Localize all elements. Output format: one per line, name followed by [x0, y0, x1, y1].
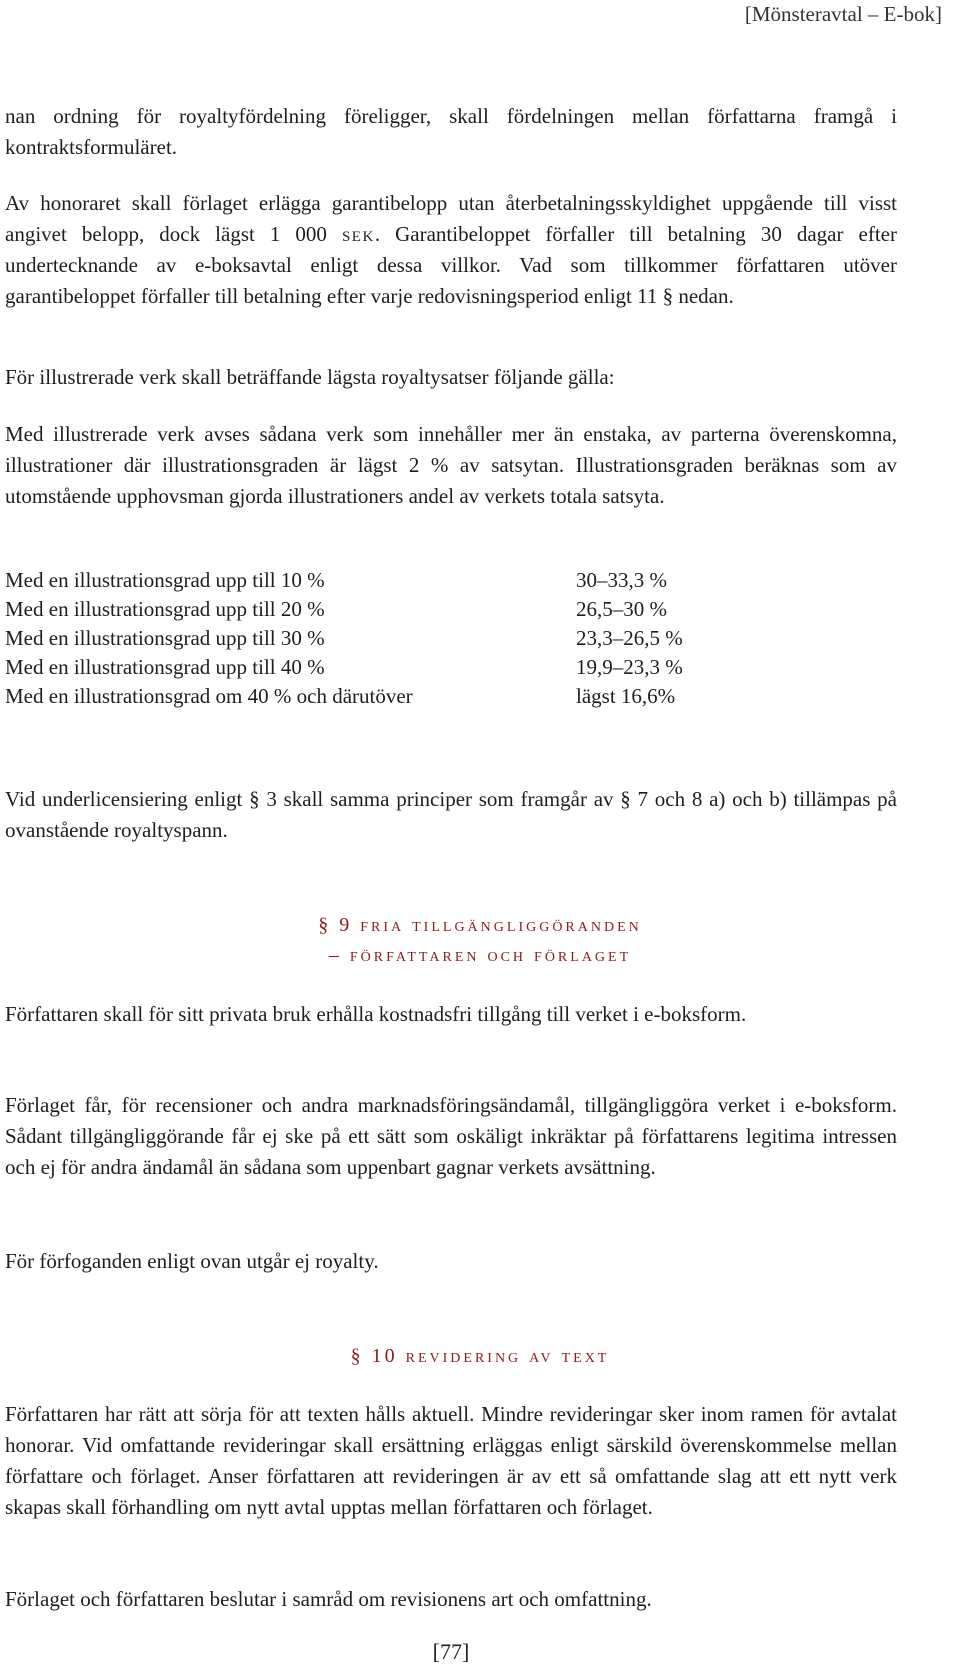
- section-9-paragraph-private-use: Författaren skall för sitt privata bruk erhålla kostnadsfri tillgång till verket i e-boksform.: [5, 1002, 747, 1026]
- section-9-heading-line1: § 9 fria tillgängliggöranden: [318, 914, 642, 936]
- paragraph-illustrated-intro: För illustrerade verk skall beträffande lägsta royaltysatser följande gälla:: [5, 365, 615, 389]
- royalty-rate: 26,5–30 %: [576, 597, 667, 621]
- illustration-condition: Med en illustrationsgrad upp till 40 %: [5, 655, 325, 679]
- section-10-heading: § 10 revidering av text: [350, 1345, 610, 1367]
- guarantee-text-start: Av honoraret skall förlaget erlägga garantibelopp utan återbetalningsskyldighet uppgående till visst angivet belopp, dock lägst 1 000: [5, 191, 897, 246]
- page-number: [77]: [432, 1639, 470, 1664]
- royalty-rate: 19,9–23,3 %: [576, 655, 683, 679]
- royalty-rate: 23,3–26,5 %: [576, 626, 683, 650]
- illustration-condition: Med en illustrationsgrad upp till 10 %: [5, 568, 325, 592]
- currency-unit: sek: [341, 222, 375, 246]
- section-9-paragraph-marketing: Förlaget får, för recensioner och andra marknadsföringsändamål, tillgängliggöra verket i e-boksform. Sådant tillgängliggörande får ej ske på ett sätt som oskäligt inkräktar på författarens legitima intressen och ej för andra ändamål än sådana som uppenbart gagnar verkets avsättning.: [5, 1093, 897, 1179]
- royalty-rate: lägst 16,6%: [576, 684, 676, 708]
- illustration-condition: Med en illustrationsgrad om 40 % och därutöver: [5, 684, 413, 708]
- illustration-condition: Med en illustrationsgrad upp till 30 %: [5, 626, 325, 650]
- section-10-paragraph-revisions: Författaren har rätt att sörja för att texten hålls aktuell. Mindre revideringar sker inom ramen för avtalat honorar. Vid omfattande revideringar skall ersättning erläggas enligt särskild överenskommelse mellan författare och förlaget. Anser författaren att revideringen är av ett så omfattande slag att ett nytt verk skapas skall förhandling om nytt avtal upptas mellan författaren och förlaget.: [5, 1402, 897, 1519]
- section-9-heading-line2: – författaren och förlaget: [328, 944, 632, 966]
- paragraph-guarantee-amount: [5, 188, 897, 312]
- guarantee-text-end: . Garantibeloppet förfaller till betalning 30 dagar efter undertecknande av e-boksavtal enligt dessa villkor. Vad som tillkommer författaren utöver garantibeloppet förfaller till betalning efter varje redovisningsperiod enligt 11 § nedan.: [5, 222, 898, 308]
- paragraph-author-distribution: nan ordning för royaltyfördelning föreligger, skall fördelningen mellan författarna framgå i kontraktsformuläret.: [5, 104, 897, 159]
- royalty-rate: 30–33,3 %: [576, 568, 667, 592]
- paragraph-sublicensing: Vid underlicensiering enligt § 3 skall samma principer som framgår av § 7 och 8 a) och b) tillämpas på ovanstående royaltyspann.: [5, 787, 897, 842]
- illustration-condition: Med en illustrationsgrad upp till 20 %: [5, 597, 325, 621]
- paragraph-illustrated-definition: Med illustrerade verk avses sådana verk som innehåller mer än enstaka, av parterna överenskomna, illustrationer där illustrationsgraden är lägst 2 % av satsytan. Illustrationsgraden beräknas som av utomstående upphovsman gjorda illustrationers andel av verkets totala satsyta.: [5, 422, 897, 508]
- running-header: [Mönsteravtal – E-bok]: [744, 2, 942, 26]
- section-9-paragraph-no-royalty: För förfoganden enligt ovan utgår ej royalty.: [5, 1249, 379, 1273]
- section-10-paragraph-joint-decision: Förlaget och författaren beslutar i samråd om revisionens art och omfattning.: [5, 1587, 652, 1611]
- section-9-heading: [0, 910, 960, 970]
